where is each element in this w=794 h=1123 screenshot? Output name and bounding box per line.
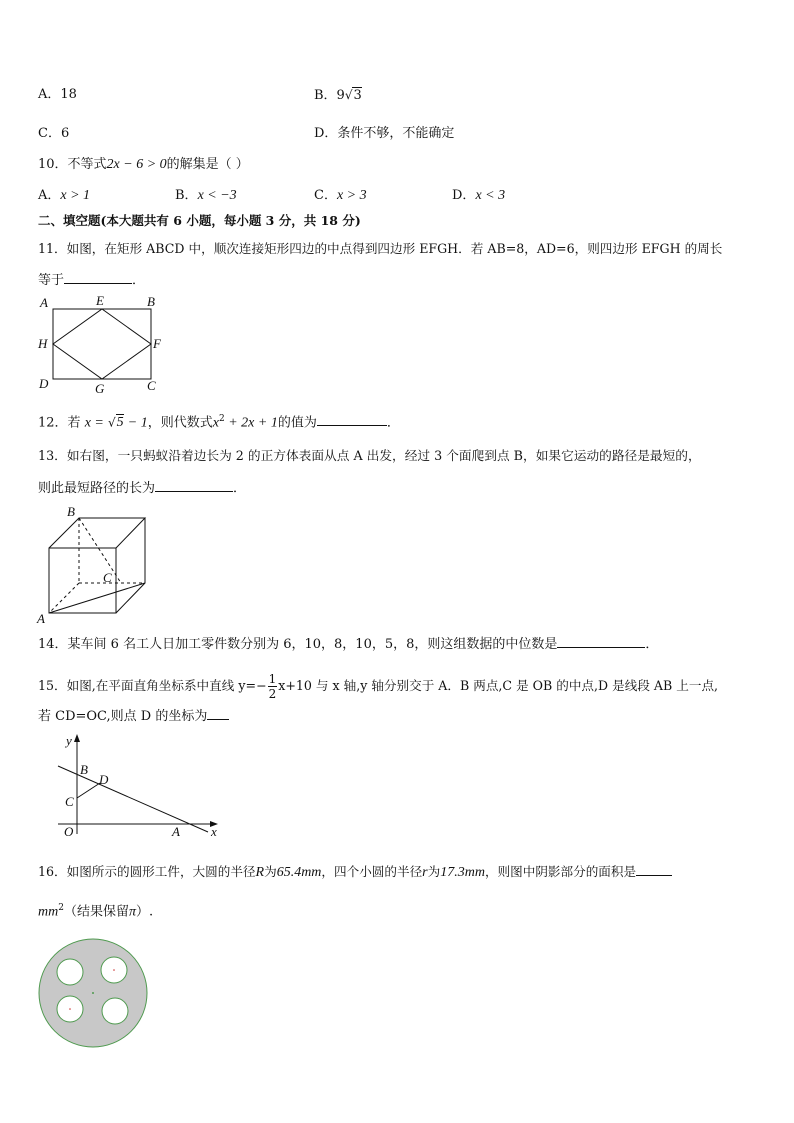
rect-abcd [53,309,151,379]
label-c: C [103,570,112,585]
label-d: D [99,772,109,787]
q10-option-c [314,187,367,205]
label-x: x [211,824,217,839]
y-axis-arrow [74,734,80,742]
label-g: G [95,381,105,396]
q10-stem [38,156,249,174]
q10-option-c-expr: x > 3 [336,188,367,203]
q16-line2-text: （结果保留 [63,904,129,920]
q13-cube-figure [35,505,155,625]
q10-option-b [175,187,237,205]
q10-stem-suffix: 的解集是（ ） [166,157,249,172]
q9-option-b: B．9√3 [314,88,362,103]
q12-suffix: ． [386,415,400,431]
q16-answer-blank[interactable] [636,863,672,876]
q11-line2-suffix: ． [132,273,146,288]
q16-line1 [38,863,672,882]
label-e: E [96,293,104,308]
q10-option-a-expr: x > 1 [60,188,91,203]
label-a: A [40,295,48,310]
q10-option-d [452,187,505,205]
q12-expr-exp: 2 [218,414,225,424]
q12-middle: ，则代数式 [147,415,213,431]
label-c: C [147,378,156,393]
q10-option-a [38,187,90,205]
label-a: A [37,611,45,626]
q15-prefix: 15．如图,在平面直角坐标系中直线 y=− [38,678,267,693]
q16-r-big-mid: 为 [264,864,277,879]
q10-stem-prefix: 10．不等式 [38,157,107,172]
label-c: C [65,794,74,809]
q12-expr-rest: + 2x + 1 [224,415,278,431]
q15-frac-num: 1 [268,672,277,686]
section-title: 二、填空题(本大题共有 6 小题，每小题 3 分，共 18 分) [38,213,361,228]
segment-cd [77,783,100,798]
q15-fraction [268,672,278,701]
q11-rectangle-figure [35,292,165,397]
q10-option-a-label: A． [38,188,61,203]
small-circle-top-left [57,959,83,985]
q10-stem-math: 2x − 6 > 0 [106,157,167,172]
q12-expr-x: x [212,415,219,431]
q12-radicand: 5 [116,415,124,431]
q16-r-big: R [255,865,265,880]
q10-option-b-label: B． [175,188,198,203]
q16-r-small-mid: 为 [427,864,441,879]
label-a: A [172,824,180,839]
q13-line2 [38,479,246,498]
cube-right-face [116,518,145,613]
center-dot [92,992,94,994]
q16-r-big-value: 65.4mm [276,865,322,880]
quad-efgh [53,309,151,379]
q14-line [38,635,658,654]
q16-line2 [38,899,153,921]
q12-x-eq: x = [84,415,104,431]
q11-line2 [38,271,145,290]
q15-suffix: x+10 与 x 轴,y 轴分别交于 A．B 两点,C 是 OB 的中点,D 是线段 AB 上一点, [278,678,719,693]
q9-option-b-prefix: B．9 [314,88,345,103]
q13-line2-suffix: ． [233,481,247,496]
q16-pi: π [128,904,136,920]
small-circle-bottom-right [102,998,128,1024]
q15-line1 [38,670,718,702]
path-b-to-c [79,518,121,583]
label-b: B [80,762,88,777]
q9-option-d: D．条件不够，不能确定 [314,126,455,141]
q16-unit: mm [38,904,59,920]
q12-minus-one: − 1 [127,415,148,431]
q10-option-d-label: D． [452,188,476,203]
q12-prefix: 12．若 [38,415,81,431]
q16-r-small: r [422,865,428,880]
q9-option-c: C．6 [38,126,70,141]
q14-prefix: 14．某车间 6 名工人日加工零件数分别为 6，10，8，10，5，8，则这组数据的中位数是 [38,637,558,652]
q12-line: 12．若 x = √5 − 1，则代数式$x^2 + 2x + 1$的值为 ． [38,414,400,431]
label-h: H [38,336,48,351]
q14-answer-blank[interactable] [557,635,645,648]
q15-answer-blank[interactable] [207,707,229,720]
q16-prefix: 16．如图所示的圆形工件，大圆的半径 [38,864,256,879]
label-y: y [66,733,72,748]
q11-answer-blank[interactable] [64,271,132,284]
q15-line2-prefix: 若 CD=OC,则点 D 的坐标为 [38,709,208,724]
label-b: B [147,294,155,309]
q16-line2-end: ）. [136,904,154,920]
q15-line2 [38,707,229,726]
cube-top-face [49,518,145,548]
q14-suffix: ． [645,637,659,652]
q16-r-small-value: 17.3mm [440,865,485,880]
q13-line2-prefix: 则此最短路径的长为 [38,481,156,496]
q11-line2-prefix: 等于 [38,273,65,288]
q10-option-d-expr: x < 3 [475,188,506,203]
label-f: F [153,336,161,351]
label-b: B [67,504,75,519]
label-o: O [64,824,74,839]
q12-answer-blank[interactable] [317,413,387,426]
label-d: D [39,376,49,391]
q15-frac-den: 2 [268,687,277,701]
q16-circle-figure [37,937,149,1049]
q9-option-b-radicand: 3 [353,88,362,103]
q13-answer-blank[interactable] [155,479,233,492]
q9-option-a: A．18 [38,87,77,102]
q10-option-c-label: C． [314,188,337,203]
q10-option-b-expr: x < −3 [197,188,237,203]
q16-unit-exp: 2 [58,903,64,913]
q12-suffix-before-blank: 的值为 [277,415,317,431]
q16-mid: ，四个小圆的半径 [321,864,423,879]
small-center-dot [113,969,115,971]
q15-coordinate-figure [58,732,258,842]
small-center-dot [69,1008,71,1010]
q16-suffix: ，则图中阴影部分的面积是 [484,864,637,879]
q13-line1: 13．如右图，一只蚂蚁沿着边长为 2 的正方体表面从点 A 出发，经过 3 个面爬到点 B，如果它运动的路径是最短的， [38,448,701,463]
q11-line1: 11．如图，在矩形 ABCD 中，顺次连接矩形四边的中点得到四边形 EFGH．若 AB=8，AD=6，则四边形 EFGH 的周长 [38,241,723,256]
